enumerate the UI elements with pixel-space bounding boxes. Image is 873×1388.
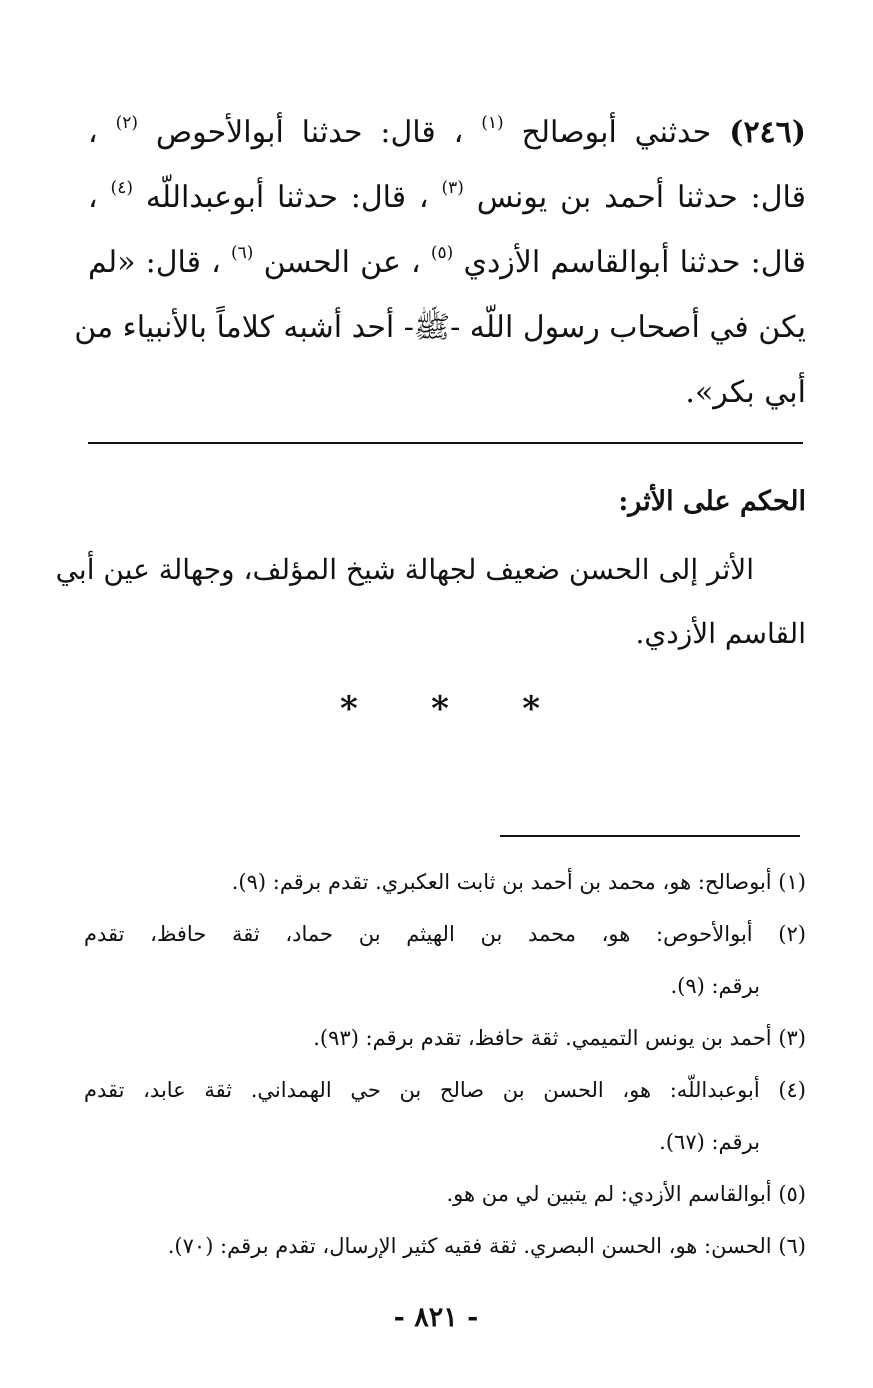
footnote-divider — [500, 835, 800, 837]
hadith-line — [74, 295, 806, 360]
footnote-line: (٤) أبوعبداللّه: هو، الحسن بن صالح بن حي الهمداني. ثقة عابد، تقدم — [84, 1078, 806, 1102]
hadith-text-segment: ، قال: حدثنا أبوعبداللّه — [145, 180, 429, 215]
footnote-line: (٦) الحسن: هو، الحسن البصري. ثقة فقيه كثير الإرسال، تقدم برقم: (٧٠). — [167, 1234, 806, 1258]
footnote — [84, 1220, 806, 1272]
hadith-number: (٢٤٦) — [729, 115, 806, 150]
footnote — [84, 1012, 806, 1064]
hadith-text-segment: ، قال: حدثنا أبوالأحوص — [155, 115, 464, 150]
judgement-line: الأثر إلى الحسن ضعيف لجهالة شيخ المؤلف، وجهالة عين أبي — [55, 553, 754, 586]
hadith-line — [88, 360, 806, 425]
hadith-text-segment: حدثني أبوصالح — [521, 115, 712, 150]
footnote-line: (١) أبوصالح: هو، محمد بن أحمد بن ثابت العكبري. تقدم برقم: (٩). — [231, 870, 806, 894]
footnote-marker: (٤) — [110, 178, 133, 198]
footnote-line: (٢) أبوالأحوص: هو، محمد بن الهيثم بن حماد، ثقة حافظ، تقدم — [84, 922, 806, 946]
section-divider — [88, 442, 803, 444]
footnote-marker: (٥) — [430, 243, 454, 263]
footnote-marker: (٦) — [230, 243, 254, 263]
hadith-text-segment: ، قال: «لم — [88, 245, 221, 280]
footnote — [84, 856, 806, 908]
star-ornament: * — [431, 689, 449, 729]
footnote-marker: (٣) — [441, 178, 464, 198]
footnote-marker: (١) — [481, 113, 504, 133]
footnote — [84, 908, 806, 1012]
hadith-text-segment: قال: حدثنا أحمد بن يونس — [476, 180, 807, 215]
hadith-text-segment: ، — [88, 180, 98, 215]
footnote-line: (٥) أبوالقاسم الأزدي: لم يتبين لي من هو. — [446, 1182, 806, 1206]
footnotes — [84, 856, 806, 1272]
judgement-text — [55, 538, 806, 666]
hadith-line — [88, 165, 806, 230]
footnote — [84, 1168, 806, 1220]
hadith-line — [88, 230, 806, 295]
judgement-line: القاسم الأزدي. — [635, 617, 806, 650]
footnote-line: برقم: (٦٧). — [659, 1130, 760, 1154]
footnote-line: (٣) أحمد بن يونس التميمي. ثقة حافظ، تقدم برقم: (٩٣). — [313, 1026, 806, 1050]
judgement-heading: الحكم على الأثر: — [618, 486, 806, 517]
star-separator — [340, 684, 540, 734]
hadith-text-segment: ، — [88, 115, 98, 150]
hadith-text-segment: قال: حدثنا أبوالقاسم الأزدي — [463, 245, 806, 280]
hadith-text-segment: ، عن الحسن — [263, 245, 421, 280]
star-ornament: * — [340, 689, 358, 729]
hadith-line — [88, 100, 806, 165]
star-ornament: * — [522, 689, 540, 729]
footnote — [84, 1064, 806, 1168]
footnote-marker: (٢) — [115, 113, 138, 133]
hadith-text-segment: أبي بكر». — [685, 375, 806, 410]
hadith-text-segment: يكن في أصحاب رسول اللّه -ﷺ- أحد أشبه كلاماً بالأنبياء من — [74, 310, 806, 345]
page-number: - ٨٢١ - — [393, 1302, 479, 1333]
hadith-text — [74, 100, 807, 425]
footnote-line: برقم: (٩). — [670, 974, 760, 998]
